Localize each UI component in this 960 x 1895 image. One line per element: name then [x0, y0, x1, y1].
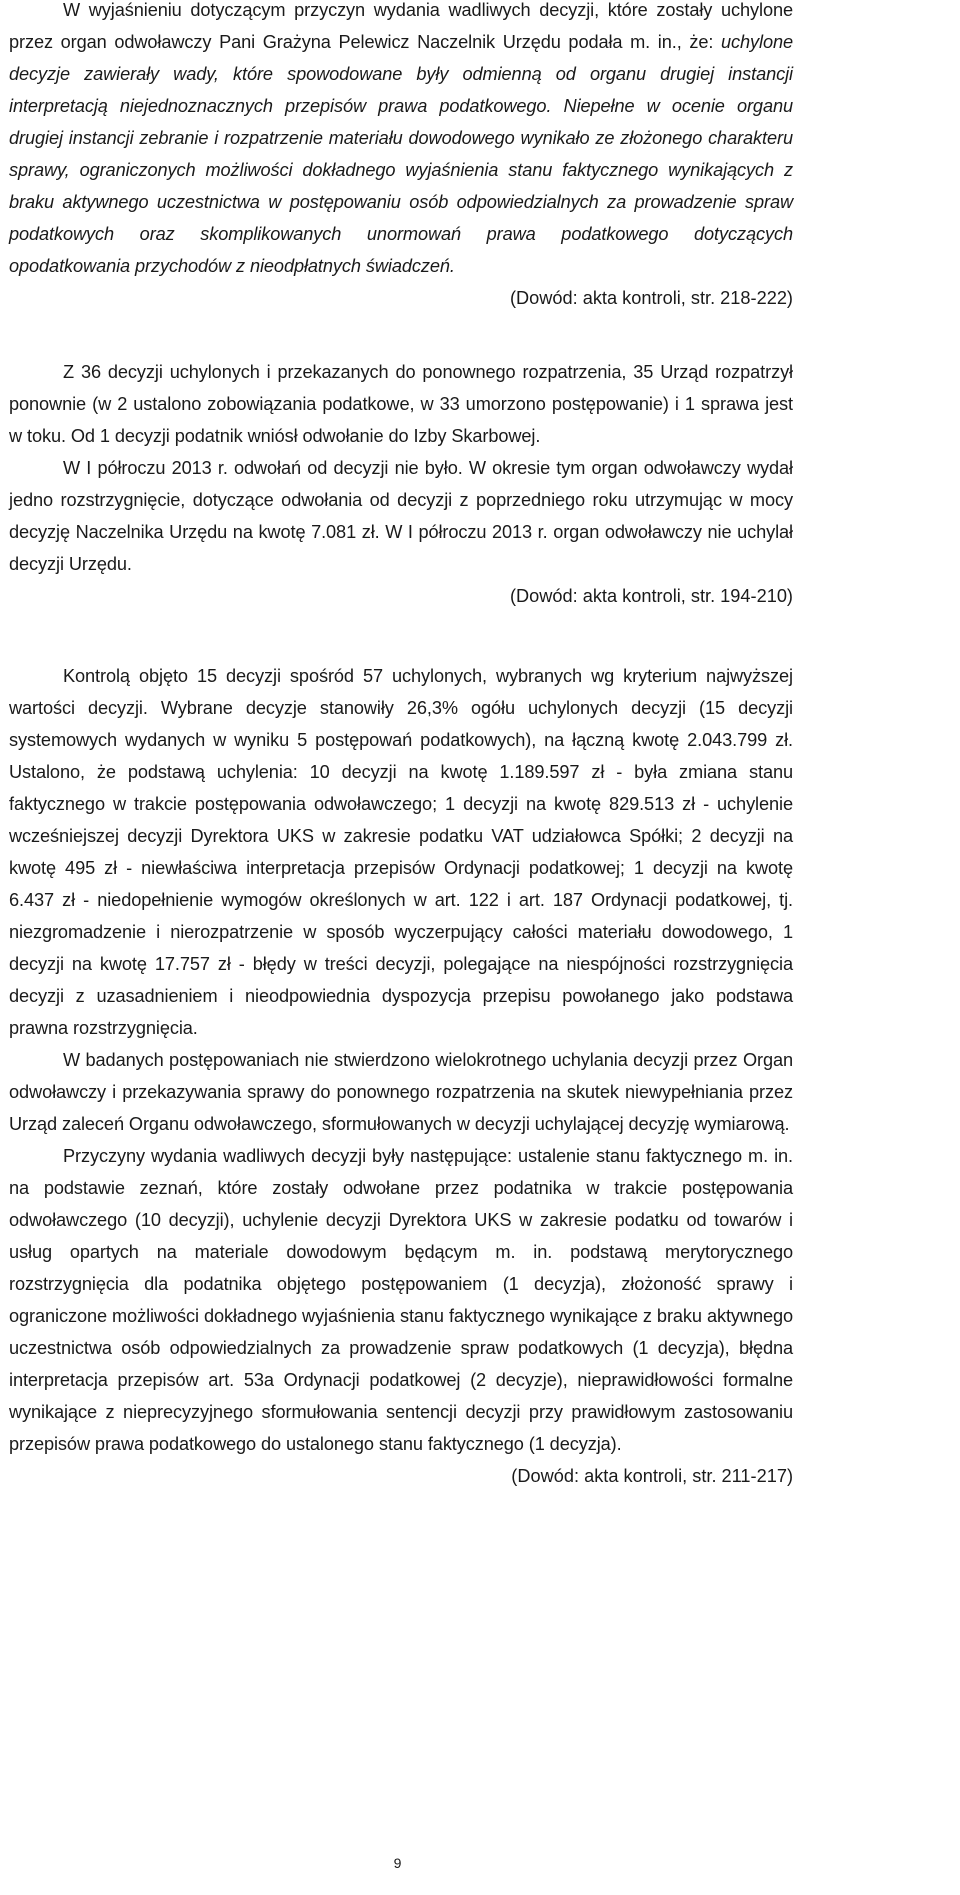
paragraph-control-scope: Kontrolą objęto 15 decyzji spośród 57 uchylonych, wybranych wg kryterium najwyższej wartości decyzji. Wybrane decyzje stanowiły 26,3% ogółu uchylonych decyzji (15 decyzji systemowych wydanych w wyniku 5 postępowań podatkowych), na łączną kwotę 2.043.799 zł. Ustalono, że podstawą uchylenia: 10 decyzji na kwotę 1.189.597 zł - była zmiana stanu faktycznego w trakcie postępowania odwoławczego; 1 decyzji na kwotę 829.513 zł - uchylenie wcześniejszej decyzji Dyrektora UKS w zakresie podatku VAT udziałowca Spółki; 2 decyzji na kwotę 495 zł - niewłaściwa interpretacja przepisów Ordynacji podatkowej; 1 decyzji na kwotę 6.437 zł - niedopełnienie wymogów określonych w art. 122 i art. 187 Ordynacji podatkowej, tj. niezgromadzenie i nierozpatrzenie w sposób wyczerpujący całości materiału dowodowego, 1 decyzji na kwotę 17.757 zł - błędy w treści decyzji, polegające na niespójności rozstrzygnięcia decyzji z uzasadnieniem i nieodpowiednia dyspozycja przepisu powołanego jako podstawa prawna rozstrzygnięcia.: [9, 666, 793, 1038]
paragraph-causes: Przyczyny wydania wadliwych decyzji były następujące: ustalenie stanu faktycznego m. in. na podstawie zeznań, które zostały odwołane przez podatnika w trakcie postępowania odwoławczego (10 decyzji), uchylenie decyzji Dyrektora UKS w zakresie podatku od towarów i usług opartych na materiale dowodowym będącym m. in. podstawą merytorycznego rozstrzygnięcia dla podatnika objętego postępowaniem (1 decyzja), złożoność sprawy i ograniczone możliwości dokładnego wyjaśnienia stanu faktycznego wynikające z braku aktywnego uczestnictwa osób odpowiedzialnych za prowadzenie spraw podatkowych (1 decyzja), błędna interpretacja przepisów art. 53a Ordynacji podatkowej (2 decyzje), nieprawidłowości formalne wynikające z nieprecyzyjnego sformułowania sentencji decyzji przy prawidłowym zastosowaniu przepisów prawa podatkowego do ustalonego stanu faktycznego (1 decyzja).: [9, 1146, 793, 1454]
document-page: [9, 0, 793, 1492]
evidence-note-3: (Dowód: akta kontroli, str. 211-217): [511, 1466, 793, 1486]
paragraph-repeated-review: Z 36 decyzji uchylonych i przekazanych do ponownego rozpatrzenia, 35 Urząd rozpatrzył ponownie (w 2 ustalono zobowiązania podatkowe, w 33 umorzono postępowanie) i 1 sprawa jest w toku. Od 1 decyzji podatnik wniósł odwołanie do Izby Skarbowej.: [9, 362, 793, 446]
evidence-note-1: (Dowód: akta kontroli, str. 218-222): [509, 288, 793, 308]
paragraph-explanation-lead: W wyjaśnieniu dotyczącym przyczyn wydania wadliwych decyzji, które zostały uchylone przez organ odwoławczy Pani Grażyna Pelewicz Naczelnik Urzędu podała m. in., że:: [9, 0, 793, 52]
paragraph-explanation-quote: uchylone decyzje zawierały wady, które spowodowane były odmienną od organu drugiej instancji interpretacją niejednoznacznych przepisów prawa podatkowego. Niepełne w ocenie organu drugiej instancji zebranie i rozpatrzenie materiału dowodowego wynikało ze złożonego charakteru sprawy, ograniczonych możliwości dokładnego wyjaśnienia stanu faktycznego wynikających z braku aktywnego uczestnictwa w postępowaniu osób odpowiedzialnych za prowadzenie spraw podatkowych oraz skomplikowanych unormowań prawa podatkowego dotyczących opodatkowania przychodów z nieodpłatnych świadczeń.: [9, 32, 793, 276]
paragraph-no-repeated-annulment: W badanych postępowaniach nie stwierdzono wielokrotnego uchylania decyzji przez Organ odwoławczy i przekazywania sprawy do ponownego rozpatrzenia na skutek niewypełniania przez Urząd zaleceń Organu odwoławczego, sformułowanych w decyzji uchylającej decyzję wymiarową.: [9, 1050, 793, 1134]
page-number: 9: [393, 1855, 402, 1871]
spacer: [9, 612, 793, 660]
paragraph-first-half-2013: W I półroczu 2013 r. odwołań od decyzji nie było. W okresie tym organ odwoławczy wydał jedno rozstrzygnięcie, dotyczące odwołania od decyzji z poprzedniego roku utrzymując w mocy decyzję Naczelnika Urzędu na kwotę 7.081 zł. W I półroczu 2013 r. organ odwoławczy nie uchylał decyzji Urzędu.: [9, 458, 793, 574]
spacer: [9, 314, 793, 356]
evidence-note-2: (Dowód: akta kontroli, str. 194-210): [509, 586, 793, 606]
paragraph-explanation: [9, 0, 793, 282]
